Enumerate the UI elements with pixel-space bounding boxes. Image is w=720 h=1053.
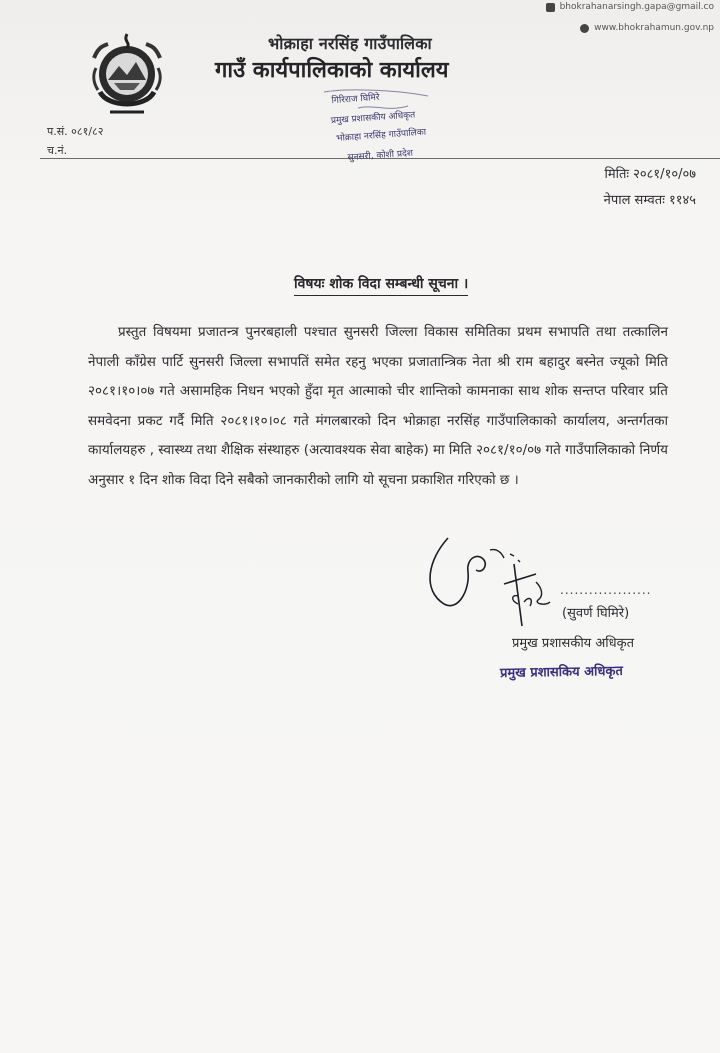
contact-email xyxy=(546,2,714,12)
dispatch-number: च.नं. xyxy=(47,144,68,157)
subject-heading: विषयः शोक विदा सम्बन्धी सूचना । xyxy=(294,274,468,296)
stamp-line-2: प्रमुख प्रशासकीय अधिकृत xyxy=(330,110,416,127)
handwritten-signature xyxy=(418,530,568,630)
municipality-name: भोक्राहा नरसिंह गाउँपालिका xyxy=(268,34,432,53)
signatory-title: प्रमुख प्रशासकीय अधिकृत xyxy=(512,636,635,651)
reference-number: प.सं. ०८१/८२ xyxy=(47,125,104,138)
official-stamp xyxy=(318,86,438,182)
signatory-title-stamp: प्रमुख प्रशासकिय अधिकृत xyxy=(499,663,623,682)
contact-website xyxy=(580,23,714,33)
globe-icon xyxy=(580,24,589,33)
signature-dotted-line: ................... xyxy=(560,583,652,597)
contact-website-text: www.bhokrahamun.gov.np xyxy=(594,23,714,33)
date-miti: मितिः २०८१/१०/०७ xyxy=(604,167,696,182)
stamp-line-4: सुनसरी, कोशी प्रदेश xyxy=(347,148,414,164)
notice-body: प्रस्तुत विषयमा प्रजातन्त्र पुनरबहाली पश्चात सुनसरी जिल्ला विकास समितिका प्रथम सभापति तथा तत्कालिन नेपाली काँग्रेस पार्टि सुनसरी जिल्ला सभापतिं समेत रहनु भएका प्रजातान्त्रिक नेता श्री राम बहादुर बस्नेत ज्यूको मिति २०८१।१०।०७ गते असामहिक निधन भएको हुँदा मृत आत्माको चीर शान्तिको कामनाका साथ शोक सन्तप्त परिवार प्रति समवेदना प्रकट गर्दै मिति २०८१।१०।०८ गते मंगलबारको दिन भोक्राहा नरसिंह गाउँपालिकाको कार्यालय, अन्तर्गतका कार्यालयहरु , स्वास्थ्य तथा शैक्षिक संस्थाहरु (अत्यावश्यक सेवा बाहेक) मा मिति २०८१/१०/०७ गते गाउँपालिकाको निर्णय अनुसार १ दिन शोक विदा दिने सबैको जानकारीको लागि यो सूचना प्रकाशित गरिएको छ । xyxy=(88,324,668,488)
date-nepal-samvat: नेपाल सम्वतः ११४५ xyxy=(603,193,696,208)
contact-email-text: bhokrahanarsingh.gapa@gmail.co xyxy=(559,2,714,12)
government-emblem-logo xyxy=(82,28,172,120)
stamp-line-1: गिरिराज घिमिरे xyxy=(331,92,380,107)
email-icon xyxy=(546,3,555,12)
signatory-name: (सुवर्ण घिमिरे) xyxy=(562,606,630,621)
stamp-line-3: भोक्राहा नरसिंह गाउँपालिका xyxy=(335,127,427,144)
office-title: गाउँ कार्यपालिकाको कार्यालय xyxy=(215,58,449,83)
